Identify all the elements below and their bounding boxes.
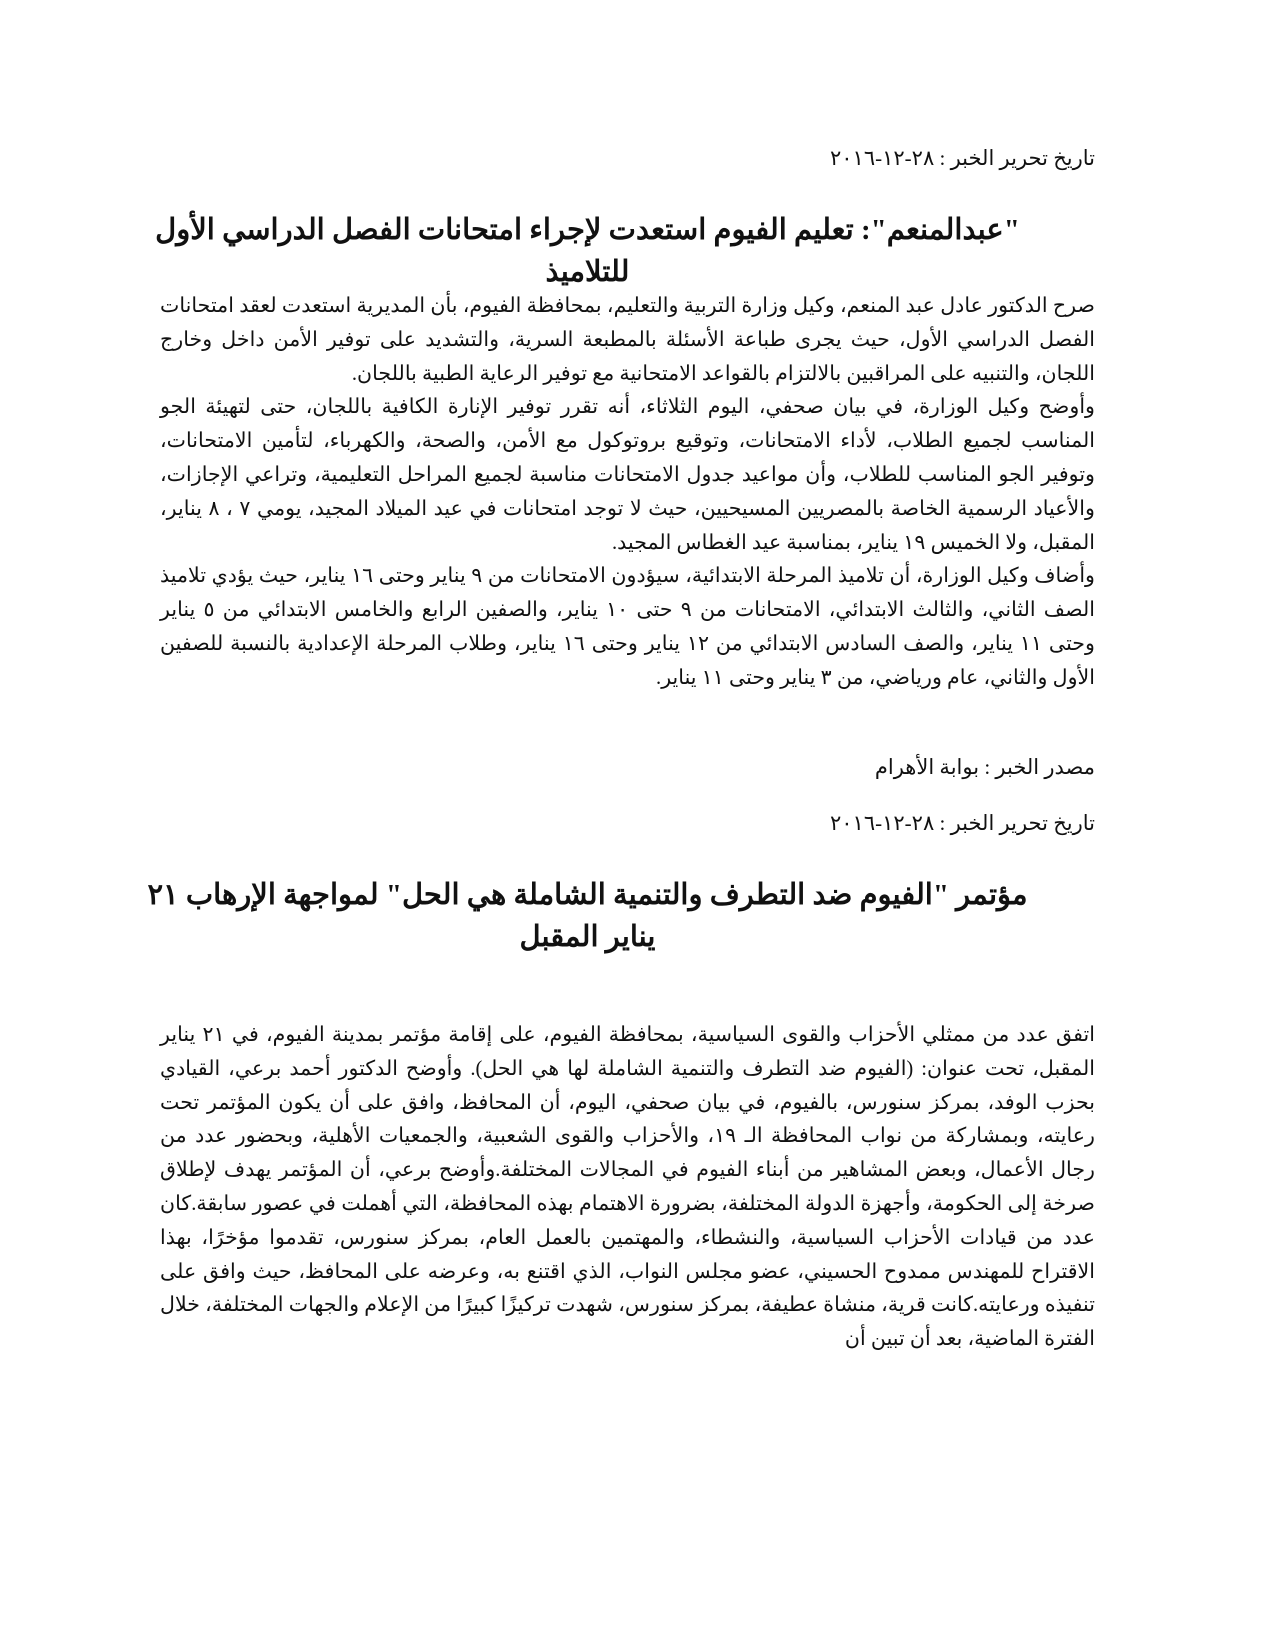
- article1-source-line: مصدر الخبر : بوابة الأهرام: [874, 755, 1095, 779]
- article2-title: مؤتمر "الفيوم ضد التطرف والتنمية الشاملة هي الحل" لمواجهة الإرهاب ٢١ يناير المقبل: [147, 879, 1028, 953]
- article1-body: [160, 290, 1095, 696]
- article1-paragraph-3: وأضاف وكيل الوزارة، أن تلاميذ المرحلة الابتدائية، سيؤدون الامتحانات من ٩ يناير وحتى ١٦ يناير، حيث يؤدي تلاميذ الصف الثاني، والثالث الابتدائي، الامتحانات من ٩ حتى ١٠ يناير، والصفين الرابع والخامس الابتدائي من ٥ يناير وحتى ١١ يناير، والصف السادس الابتدائي من ١٢ يناير وحتى ١٦ يناير، وطلاب المرحلة الإعدادية بالنسبة للصفين الأول والثاني، عام ورياضي، من ٣ يناير وحتى ١١ يناير.: [160, 565, 1095, 689]
- article1-paragraph-2: وأوضح وكيل الوزارة، في بيان صحفي، اليوم الثلاثاء، أنه تقرر توفير الإنارة الكافية باللجان، حتى لتهيئة الجو المناسب لجميع الطلاب، لأداء الامتحانات، وتوقيع بروتوكول مع الأمن، والصحة، والكهرباء، لتأمين الامتحانات، وتوفير الجو المناسب للطلاب، وأن مواعيد جدول الامتحانات مناسبة لجميع المراحل التعليمية، وتراعي الإجازات، والأعياد الرسمية الخاصة بالمصريين المسيحيين، حيث لا توجد امتحانات في عيد الميلاد المجيد، يومي ٧ ، ٨ يناير، المقبل، ولا الخميس ١٩ يناير، بمناسبة عيد الغطاس المجيد.: [160, 396, 1095, 554]
- article1-title: "عبدالمنعم": تعليم الفيوم استعدت لإجراء امتحانات الفصل الدراسي الأول للتلاميذ: [155, 214, 1020, 288]
- article1-paragraph-1: صرح الدكتور عادل عبد المنعم، وكيل وزارة التربية والتعليم، بمحافظة الفيوم، بأن المديرية استعدت لعقد امتحانات الفصل الدراسي الأول، حيث يجرى طباعة الأسئلة بالمطبعة السرية، والتشديد على توفير الأمن داخل وخارج اللجان، والتنبيه على المراقبين بالالتزام بالقواعد الامتحانية مع توفير الرعاية الطبية باللجان.: [160, 295, 1095, 385]
- article2-body: [160, 1019, 1095, 1357]
- article1-date-line: تاريخ تحرير الخبر : ٢٨-١٢-٢٠١٦: [829, 146, 1095, 170]
- article2-date-line: تاريخ تحرير الخبر : ٢٨-١٢-٢٠١٦: [829, 811, 1095, 835]
- article2-paragraph: اتفق عدد من ممثلي الأحزاب والقوى السياسية، بمحافظة الفيوم، على إقامة مؤتمر بمدينة الفيوم، في ٢١ يناير المقبل، تحت عنوان: (الفيوم ضد التطرف والتنمية الشاملة لها هي الحل). وأوضح الدكتور أحمد برعي، القيادي بحزب الوفد، بمركز سنورس، بالفيوم، في بيان صحفي، اليوم، أن المحافظ، وافق على أن يكون المؤتمر تحت رعايته، وبمشاركة من نواب المحافظة الـ ١٩، والأحزاب والقوى الشعبية، والجمعيات الأهلية، وبحضور عدد من رجال الأعمال، وبعض المشاهير من أبناء الفيوم في المجالات المختلفة.وأوضح برعي، أن المؤتمر يهدف لإطلاق صرخة إلى الحكومة، وأجهزة الدولة المختلفة، بضرورة الاهتمام بهذه المحافظة، التي أهملت في عصور سابقة.كان عدد من قيادات الأحزاب السياسية، والنشطاء، والمهتمين بالعمل العام، بمركز سنورس، تقدموا مؤخرًا، بهذا الاقتراح للمهندس ممدوح الحسيني، عضو مجلس النواب، الذي اقتنع به، وعرضه على المحافظ، حيث وافق على تنفيذه ورعايته.كانت قرية، منشاة عطيفة، بمركز سنورس، شهدت تركيزًا كبيرًا من الإعلام والجهات المختلفة، خلال الفترة الماضية، بعد أن تبين أن: [160, 1024, 1096, 1351]
